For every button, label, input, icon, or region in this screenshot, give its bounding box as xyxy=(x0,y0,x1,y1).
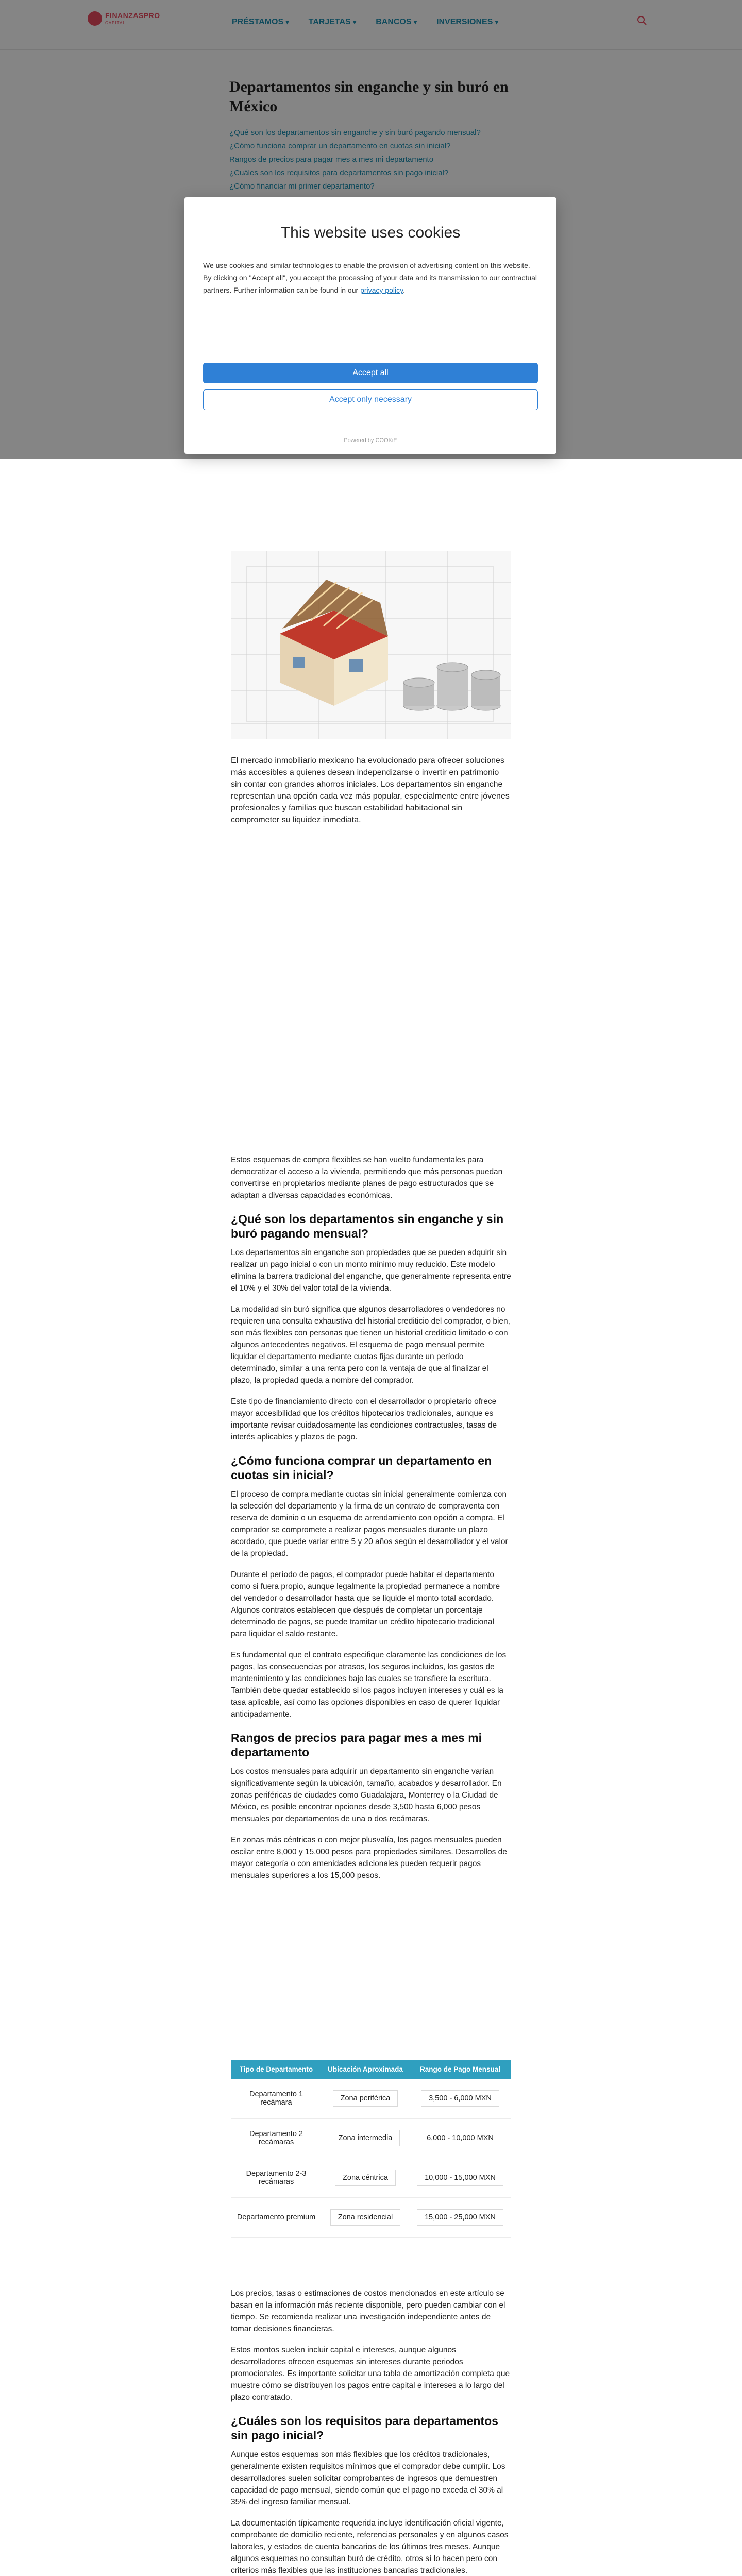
paragraph: La modalidad sin buró significa que algunos desarrolladores o vendedores no requieren una consulta exhaustiva del historial crediticio del comprador, o bien, son más flexibles con personas que tienen un historial crediticio limitado o con algunos antecedentes negativos. El esquema de pago mensual permite liquidar el departamento mediante cuotas fijas durante un período determinado, similar a una renta pero con la ventaja de que al finalizar el plazo, la propiedad queda a nombre del comprador. xyxy=(231,1305,510,1385)
cookie-text: We use cookies and similar technologies to enable the provision of advertising content on this website. By clicking on "Accept all", you accept the processing of your data and its transmission to our contractual partners. Further information can be found in our privacy policy. xyxy=(203,261,537,294)
paragraph: Es fundamental que el contrato especifique claramente las condiciones de los pagos, las consecuencias por atrasos, los seguros incluidos, los gastos de mantenimiento y las condiciones bajo las cuales se transfiere la escritura. También debe quedar establecido si los pagos incluyen intereses y cuál es la tasa aplicable, así como las opciones disponibles en caso de querer liquidar anticipadamente. xyxy=(231,1651,507,1719)
paragraph: El proceso de compra mediante cuotas sin inicial generalmente comienza con la selección del departamento y la firma de un contrato de compraventa con reserva de dominio o un esquema de arrendamiento con opción a compra. El comprador se compromete a realizar pagos mensuales durante un plazo acordado, que puede variar entre 5 y 20 años según el desarrollador y el valor de la propiedad. xyxy=(231,1490,508,1558)
house-with-coins-image xyxy=(231,551,511,739)
nav-item-inversiones[interactable]: INVERSIONES ▾ xyxy=(436,18,498,26)
table-cell: 15,000 - 25,000 MXN xyxy=(409,2198,511,2238)
paragraph: Aunque estos esquemas son más flexibles que los créditos tradicionales, generalmente existen requisitos mínimos que el comprador debe cumplir. Los desarrolladores suelen solicitar comprobantes de ingresos que demuestren capacidad de pago mensual, siendo común que el pago no exceda el 30% al 35% del ingreso familiar mensual. xyxy=(231,2450,505,2506)
table-cell: Zona intermedia xyxy=(322,2119,409,2158)
cookie-powered-by: Powered by COOKiE xyxy=(344,437,397,444)
table-cell: 6,000 - 10,000 MXN xyxy=(409,2119,511,2158)
intro-paragraph: El mercado inmobiliario mexicano ha evolucionado para ofrecer soluciones más accesibles a quienes desean independizarse o invertir en patrimonio sin contar con grandes ahorros iniciales. Los departamentos sin enganche representan una opción cada vez más popular, especialmente entre jóvenes profesionales y familias que buscan estabilidad habitacional sin comprometer su liquidez inmediata. xyxy=(231,756,510,824)
paragraph: Este tipo de financiamiento directo con el desarrollador o propietario ofrece mayor accesibilidad que los créditos hipotecarios tradicionales, aunque es importante revisar cuidadosamente las condiciones contractuales, tasas de interés aplicables y plazos de pago. xyxy=(231,1397,497,1442)
paragraph: En zonas más céntricas o con mejor plusvalía, los pagos mensuales pueden oscilar entre 8,000 y 15,000 pesos para propiedades similares. Desarrollos de mayor categoría o con amenidades adicionales pueden requerir pagos mensuales superiores a los 15,000 pesos. xyxy=(231,1836,507,1880)
toc-item[interactable]: ¿Cómo financiar mi primer departamento? xyxy=(229,182,375,191)
logo-subtext: CAPITAL xyxy=(105,21,126,25)
privacy-policy-link[interactable]: privacy policy xyxy=(360,286,403,294)
section-heading-how: ¿Cómo funciona comprar un departamento en cuotas sin inicial? xyxy=(231,1454,492,1482)
cookie-dialog xyxy=(184,197,556,454)
price-table xyxy=(231,2060,511,2238)
toc-item[interactable]: ¿Cuáles son los requisitos para departamentos sin pago inicial? xyxy=(229,168,449,177)
paragraph: Los departamentos sin enganche son propiedades que se pueden adquirir sin realizar un pago inicial o con un monto mínimo muy reducido. Este modelo elimina la barrera tradicional del enganche, que generalmente representa entre el 10% y el 30% del valor total de la vivienda. xyxy=(231,1248,511,1293)
table-cell: Zona periférica xyxy=(322,2079,409,2119)
paragraph: Los costos mensuales para adquirir un departamento sin enganche varían significativamente según la ubicación, tamaño, acabados y desarrollador. En zonas periféricas de ciudades como Guadalajara, Monterrey o la Ciudad de México, es posible encontrar opciones desde 3,500 hasta 6,000 pesos mensuales por departamentos de una o dos recámaras. xyxy=(231,1767,502,1823)
page-title: Departamentos sin enganche y sin buró en México xyxy=(229,78,509,115)
toc-item[interactable]: ¿Cómo funciona comprar un departamento en cuotas sin inicial? xyxy=(229,142,451,150)
article-intro xyxy=(231,755,511,835)
table-cell: Departamento 2-3 recámaras xyxy=(231,2158,322,2198)
cookie-title: This website uses cookies xyxy=(280,224,461,241)
article-body xyxy=(231,1154,511,1891)
chevron-down-icon: ▾ xyxy=(495,19,498,26)
paragraph: Estos montos suelen incluir capital e intereses, aunque algunos desarrolladores ofrecen esquemas sin intereses durante periodos promocionales. Es importante solicitar una tabla de amortización completa que muestre cómo se distribuyen los pagos entre capital e intereses a lo largo del plazo contratado. xyxy=(231,2346,510,2402)
logo-text: FINANZASPRO xyxy=(105,11,160,20)
table-row xyxy=(231,2198,511,2238)
table-cell: Zona céntrica xyxy=(322,2158,409,2198)
section-heading-requirements: ¿Cuáles son los requisitos para departamentos sin pago inicial? xyxy=(231,2414,498,2442)
price-table-wrapper xyxy=(231,2060,511,2238)
table-cell: 10,000 - 15,000 MXN xyxy=(409,2158,511,2198)
table-header-cell: Tipo de Departamento xyxy=(231,2060,322,2079)
chevron-down-icon: ▾ xyxy=(285,19,289,26)
article-body-continued xyxy=(231,2287,511,2576)
paragraph: La documentación típicamente requerida incluye identificación oficial vigente, comprobante de domicilio reciente, referencias personales y en algunos casos laborales, y estados de cuenta bancarios de los últimos tres meses. Aunque algunos esquemas no consultan buró de crédito, otros sí lo hacen pero con criterios más flexibles que las instituciones bancarias tradicionales. xyxy=(231,2519,509,2575)
chevron-down-icon: ▾ xyxy=(414,19,417,26)
table-header-row xyxy=(231,2060,511,2079)
table-row xyxy=(231,2158,511,2198)
chevron-down-icon: ▾ xyxy=(353,19,357,26)
table-row xyxy=(231,2079,511,2119)
table-cell: Departamento premium xyxy=(231,2198,322,2238)
accept-necessary-button[interactable]: Accept only necessary xyxy=(203,389,538,410)
table-row xyxy=(231,2119,511,2158)
table-header-cell: Rango de Pago Mensual xyxy=(409,2060,511,2079)
table-cell: Departamento 2 recámaras xyxy=(231,2119,322,2158)
disclaimer-paragraph: Los precios, tasas o estimaciones de costos mencionados en este artículo se basan en la información más reciente disponible, pero pueden cambiar con el tiempo. Se recomienda realizar una investigación independiente antes de tomar decisiones financieras. xyxy=(231,2289,505,2333)
nav-item-bancos[interactable]: BANCOS ▾ xyxy=(376,18,417,26)
table-cell: Departamento 1 recámara xyxy=(231,2079,322,2119)
table-header-cell: Ubicación Aproximada xyxy=(322,2060,409,2079)
section-heading-prices: Rangos de precios para pagar mes a mes mi departamento xyxy=(231,1731,482,1759)
nav-item-prestamos[interactable]: PRÉSTAMOS ▾ xyxy=(232,18,289,26)
nav-item-tarjetas[interactable]: TARJETAS ▾ xyxy=(308,18,357,26)
paragraph: Durante el período de pagos, el comprador puede habitar el departamento como si fuera propio, aunque legalmente la propiedad permanece a nombre del vendedor o desarrollador hasta que se liquide el monto total acordado. Algunos contratos establecen que después de completar un porcentaje determinado de pagos, se puede tramitar un crédito hipotecario tradicional para liquidar el saldo restante. xyxy=(231,1570,500,1638)
accept-all-button[interactable]: Accept all xyxy=(203,363,538,383)
paragraph: Estos esquemas de compra flexibles se han vuelto fundamentales para democratizar el acceso a la vivienda, permitiendo que más personas puedan convertirse en propietarios mediante planes de pago estructurados que se adaptan a diversas capacidades económicas. xyxy=(231,1156,503,1200)
table-cell: Zona residencial xyxy=(322,2198,409,2238)
table-cell: 3,500 - 6,000 MXN xyxy=(409,2079,511,2119)
toc-item[interactable]: Rangos de precios para pagar mes a mes mi departamento xyxy=(229,155,434,164)
toc-item[interactable]: ¿Qué son los departamentos sin enganche y sin buró pagando mensual? xyxy=(229,128,481,137)
section-heading-what: ¿Qué son los departamentos sin enganche y sin buró pagando mensual? xyxy=(231,1212,504,1240)
